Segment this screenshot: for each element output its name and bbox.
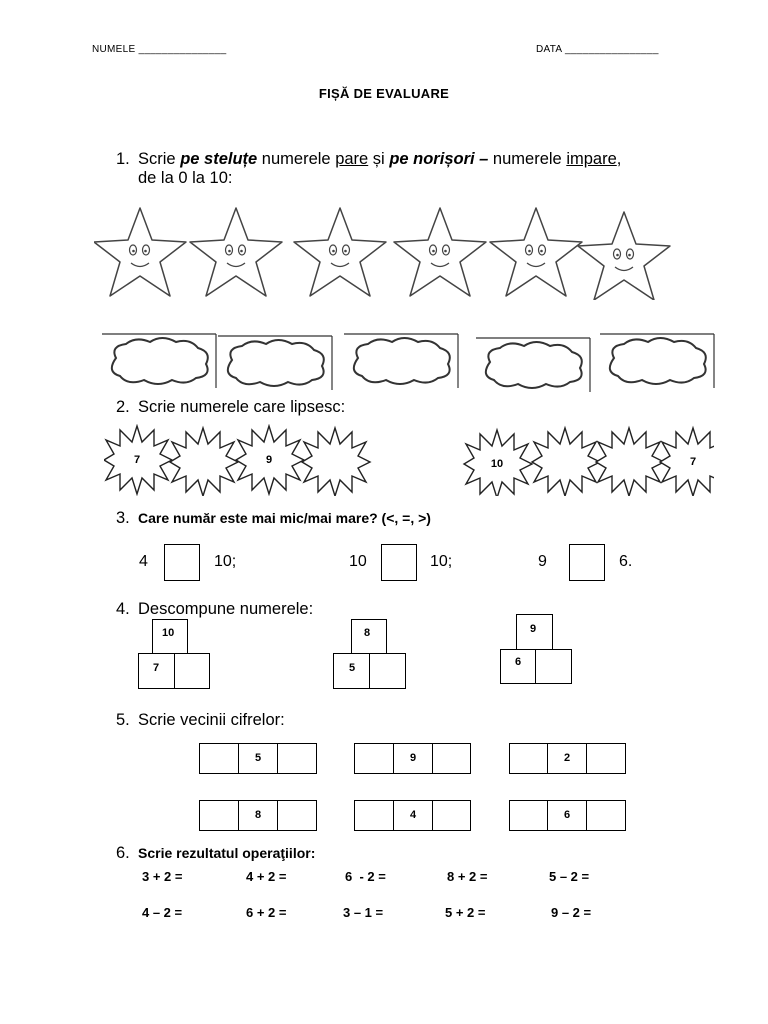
star-shape[interactable]: [190, 208, 282, 296]
q5-instruction: [116, 711, 285, 730]
date-field: [536, 44, 659, 55]
neighbour-answer-box[interactable]: [354, 743, 394, 774]
q1-text-part: numerele: [257, 150, 336, 168]
neighbour-number-box: 6: [547, 800, 587, 831]
operation: 5 + 2 =: [445, 905, 486, 920]
decompose-part-box: 6: [500, 649, 536, 684]
star-shape[interactable]: [578, 212, 670, 300]
cmp-left-value: 4: [139, 553, 148, 570]
q2-number: 2.: [116, 398, 130, 416]
cmp-right-value: 10;: [214, 553, 237, 570]
q4-number: 4.: [116, 600, 130, 618]
name-label: NUMELE: [92, 44, 136, 55]
neighbour-number-box: 4: [393, 800, 433, 831]
q1-text-part: Scrie: [138, 150, 181, 168]
q5-number: 5.: [116, 711, 130, 729]
neighbour-answer-box[interactable]: [199, 743, 239, 774]
neighbour-answer-box[interactable]: [199, 800, 239, 831]
neighbour-answer-box[interactable]: [509, 743, 548, 774]
decompose-top-box: 8: [351, 619, 387, 654]
compare-answer-box[interactable]: [164, 544, 200, 581]
neighbour-answer-box[interactable]: [586, 743, 626, 774]
star-shape[interactable]: [394, 208, 486, 296]
decompose-part-box: 7: [138, 653, 175, 689]
neighbour-answer-box[interactable]: [277, 743, 317, 774]
q6-text: Scrie rezultatul operaţiilor:: [138, 845, 316, 861]
operation: 6 - 2 =: [345, 869, 386, 884]
cloud-shape[interactable]: [476, 338, 590, 392]
burst-label: 10: [490, 458, 504, 470]
neighbour-answer-box[interactable]: [586, 800, 626, 831]
q3-number: 3.: [116, 509, 130, 527]
q1-instruction: [116, 150, 716, 188]
q1-bold-stars: pe steluțe: [180, 150, 258, 168]
cmp-right-value: 10;: [430, 553, 453, 570]
cloud-shape[interactable]: [600, 334, 714, 388]
burst-6[interactable]: [532, 428, 600, 496]
neighbour-number-box: 2: [547, 743, 587, 774]
neighbour-answer-box[interactable]: [277, 800, 317, 831]
cloud-shape[interactable]: [102, 334, 216, 388]
operation: 9 – 2 =: [551, 905, 592, 920]
q6-instruction: [116, 844, 315, 863]
q4-instruction: [116, 600, 313, 619]
q4-text: Descompune numerele:: [138, 600, 314, 618]
neighbour-answer-box[interactable]: [354, 800, 394, 831]
star-shape[interactable]: [94, 208, 186, 296]
operation: 4 – 2 =: [142, 905, 183, 920]
clouds-row: [100, 330, 720, 392]
decompose-answer-box[interactable]: [174, 653, 210, 689]
operation: 3 – 1 =: [343, 905, 384, 920]
decompose-answer-box[interactable]: [535, 649, 572, 684]
q1-text-part: ,: [616, 150, 622, 168]
burst-2[interactable]: [170, 428, 238, 496]
q1-text-part: numerele: [488, 150, 567, 168]
burst-label: 7: [689, 456, 697, 468]
burst-8[interactable]: [660, 428, 714, 496]
burst-label: 9: [265, 454, 273, 466]
operation: 4 + 2 =: [246, 869, 287, 884]
q3-instruction: [116, 509, 431, 528]
decompose-answer-box[interactable]: [369, 653, 406, 689]
stars-row: [94, 204, 674, 300]
burst-7[interactable]: [596, 428, 664, 496]
q1-bold-clouds: pe norișori –: [389, 150, 489, 168]
q2-text: Scrie numerele care lipsesc:: [138, 398, 346, 416]
neighbour-answer-box[interactable]: [432, 743, 471, 774]
compare-answer-box[interactable]: [569, 544, 605, 581]
date-line: ________________: [564, 44, 659, 55]
name-line: _______________: [138, 44, 227, 55]
q6-number: 6.: [116, 844, 130, 862]
date-label: DATA: [536, 44, 562, 55]
bursts-row: [104, 424, 714, 496]
operation: 3 + 2 =: [142, 869, 183, 884]
cmp-left-value: 9: [538, 553, 547, 570]
cloud-shape[interactable]: [344, 334, 458, 388]
decompose-top-box: 9: [516, 614, 553, 650]
cmp-right-value: 6.: [619, 553, 633, 570]
operation: 8 + 2 =: [447, 869, 488, 884]
neighbour-number-box: 5: [238, 743, 278, 774]
cmp-left-value: 10: [349, 553, 367, 570]
star-shape[interactable]: [490, 208, 582, 296]
burst-1[interactable]: [104, 426, 172, 494]
operation: 6 + 2 =: [246, 905, 287, 920]
neighbour-number-box: 9: [393, 743, 433, 774]
burst-3[interactable]: [236, 426, 304, 494]
q2-instruction: [116, 398, 345, 417]
neighbour-answer-box[interactable]: [432, 800, 471, 831]
decompose-part-box: 5: [333, 653, 370, 689]
q3-text: Care număr este mai mic/mai mare? (<, =, >): [138, 510, 431, 526]
cloud-shape[interactable]: [218, 336, 332, 390]
q1-underline-even: pare: [335, 150, 369, 168]
q1-text-part: și: [368, 150, 390, 168]
burst-label: 7: [133, 454, 141, 466]
decompose-top-box: 10: [152, 619, 188, 654]
page-title: FIȘĂ DE EVALUARE: [318, 86, 450, 101]
q5-text: Scrie vecinii cifrelor:: [138, 711, 285, 729]
q1-line2: de la 0 la 10:: [138, 169, 233, 187]
q1-underline-odd: impare: [566, 150, 617, 168]
name-field: [92, 44, 227, 55]
operation: 5 – 2 =: [549, 869, 590, 884]
neighbour-answer-box[interactable]: [509, 800, 548, 831]
star-shape[interactable]: [294, 208, 386, 296]
burst-5[interactable]: [464, 430, 532, 496]
compare-answer-box[interactable]: [381, 544, 417, 581]
burst-4[interactable]: [302, 428, 370, 496]
neighbour-number-box: 8: [238, 800, 278, 831]
q1-number: 1.: [116, 150, 130, 168]
